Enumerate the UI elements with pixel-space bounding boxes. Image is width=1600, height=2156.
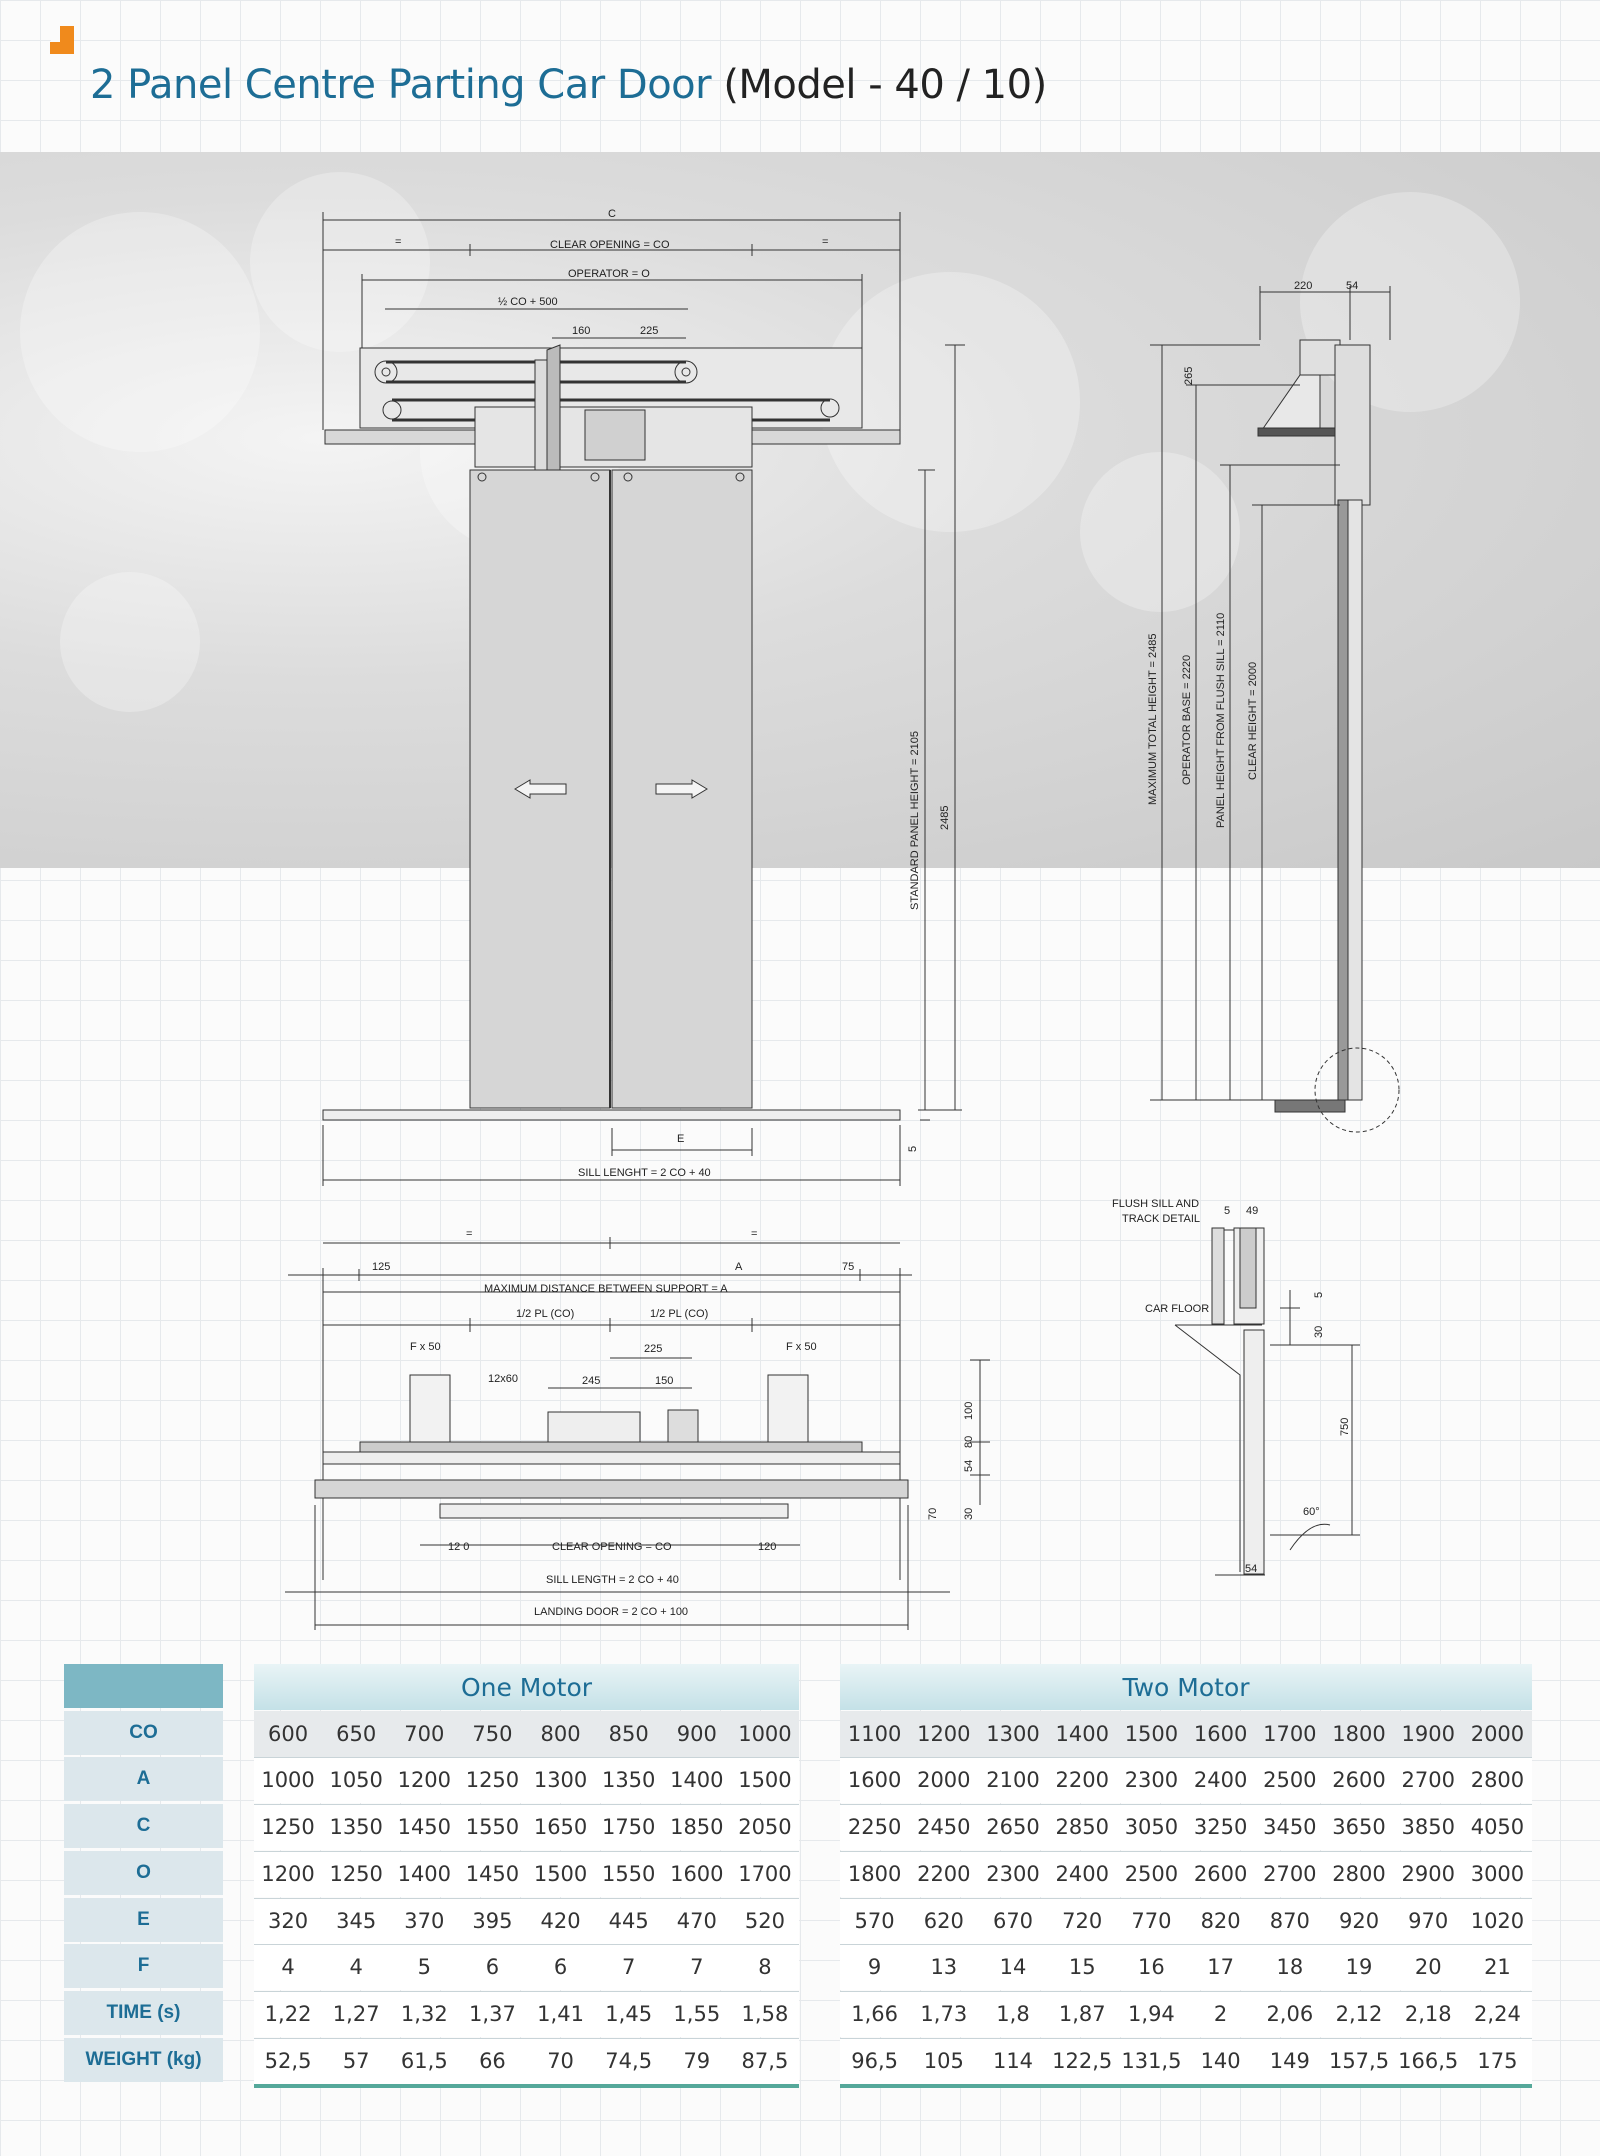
table-cell: 3250 xyxy=(1193,1815,1248,1839)
table-cell: 7 xyxy=(622,1955,636,1979)
table-cell: 2600 xyxy=(1193,1862,1248,1886)
detail-dim-5b: 5 xyxy=(1313,1291,1325,1298)
detail-title-2: TRACK DETAIL xyxy=(1122,1213,1201,1225)
table-row xyxy=(254,1804,799,1850)
plan-dim-54: 54 xyxy=(963,1459,975,1472)
table-cell: 175 xyxy=(1477,2049,1518,2073)
table-row xyxy=(254,1757,799,1803)
table-cell: 1,87 xyxy=(1058,2002,1106,2026)
plan-dim-225: 225 xyxy=(644,1343,663,1355)
one-motor-table xyxy=(254,1664,799,2096)
table-cell: 920 xyxy=(1338,1909,1380,1933)
side-dim-220: 220 xyxy=(1294,280,1313,292)
table-cell: 1300 xyxy=(986,1722,1040,1746)
row-label-a: A xyxy=(64,1757,223,1801)
table-cell: 700 xyxy=(404,1722,445,1746)
table-cell: 1600 xyxy=(1193,1722,1248,1746)
table-cell: 18 xyxy=(1276,1955,1304,1979)
table-row xyxy=(840,1851,1532,1897)
table-cell: 1550 xyxy=(601,1862,656,1886)
row-divider xyxy=(840,1804,1532,1805)
table-cell: 87,5 xyxy=(741,2049,789,2073)
title-model: (Model - 40 / 10) xyxy=(723,62,1047,108)
dim-std-panel-height: STANDARD PANEL HEIGHT = 2105 xyxy=(909,730,921,910)
plan-dim-75: 75 xyxy=(842,1261,855,1273)
row-label-time: TIME (s) xyxy=(64,1991,223,2035)
table-cell: 105 xyxy=(923,2049,964,2073)
table-cell: 2050 xyxy=(738,1815,792,1839)
table-cell: 2650 xyxy=(986,1815,1040,1839)
detail-dim-49: 49 xyxy=(1246,1205,1259,1217)
table-row xyxy=(840,1757,1532,1803)
table-cell: 4050 xyxy=(1470,1815,1525,1839)
plan-dim-120-right: 120 xyxy=(758,1541,777,1553)
table-cell: 1200 xyxy=(397,1768,452,1792)
plan-dim-30: 30 xyxy=(963,1507,975,1520)
table-cell: 2,24 xyxy=(1474,2002,1521,2026)
table-cell: 1700 xyxy=(738,1862,792,1886)
plan-dim-12x60: 12x60 xyxy=(488,1373,518,1385)
dim-2485: 2485 xyxy=(939,805,951,830)
table-cell: 1,58 xyxy=(741,2002,789,2026)
table-cell: 2 xyxy=(1213,2002,1228,2026)
table-cell: 70 xyxy=(547,2049,574,2073)
table-cell: 1,55 xyxy=(673,2002,721,2026)
plan-sill-length: SILL LENGTH = 2 CO + 40 xyxy=(546,1574,679,1586)
plan-max-distance: MAXIMUM DISTANCE BETWEEN SUPPORT = A xyxy=(484,1283,728,1295)
table-bottom-rule xyxy=(254,2084,799,2088)
table-cell: 2100 xyxy=(986,1768,1040,1792)
row-label-f: F xyxy=(64,1944,223,1988)
table-cell: 52,5 xyxy=(264,2049,312,2073)
table-cell: 20 xyxy=(1414,1955,1442,1979)
table-cell: 2300 xyxy=(986,1862,1040,1886)
table-cell: 850 xyxy=(608,1722,649,1746)
table-cell: 1800 xyxy=(1332,1722,1386,1746)
table-cell: 1,32 xyxy=(400,2002,448,2026)
table-cell: 1,8 xyxy=(996,2002,1030,2026)
table-cell: 1500 xyxy=(533,1862,588,1886)
table-cell: 6 xyxy=(485,1955,500,1979)
table-row xyxy=(254,1991,799,2037)
plan-dim-80: 80 xyxy=(963,1435,975,1448)
dim-eq-right: = xyxy=(822,236,829,248)
table-cell: 770 xyxy=(1131,1909,1172,1933)
table-cell: 2500 xyxy=(1124,1862,1179,1886)
table-cell: 670 xyxy=(992,1909,1034,1933)
table-cell: 1700 xyxy=(1263,1722,1317,1746)
table-cell: 1,45 xyxy=(605,2002,653,2026)
table-cell: 1250 xyxy=(329,1862,383,1886)
table-cell: 570 xyxy=(854,1909,895,1933)
table-cell: 7 xyxy=(690,1955,704,1979)
table-cell: 2300 xyxy=(1124,1768,1179,1792)
table-cell: 2800 xyxy=(1332,1862,1386,1886)
table-cell: 620 xyxy=(923,1909,964,1933)
plan-view xyxy=(285,1237,990,1630)
table-cell: 1200 xyxy=(917,1722,971,1746)
table-cell: 2450 xyxy=(917,1815,971,1839)
plan-dim-150: 150 xyxy=(655,1375,674,1387)
table-row xyxy=(254,1944,799,1990)
table-cell: 1400 xyxy=(670,1768,724,1792)
table-cell: 1,94 xyxy=(1128,2002,1175,2026)
table-cell: 1,66 xyxy=(851,2002,898,2026)
table-cell: 370 xyxy=(404,1909,445,1933)
table-cell: 2600 xyxy=(1332,1768,1386,1792)
dim-operator: OPERATOR = O xyxy=(568,268,650,280)
table-cell: 149 xyxy=(1269,2049,1310,2073)
table-row xyxy=(840,1944,1532,1990)
table-cell: 870 xyxy=(1269,1909,1310,1933)
table-cell: 520 xyxy=(744,1909,785,1933)
table-cell: 1400 xyxy=(397,1862,452,1886)
table-cell: 3000 xyxy=(1470,1862,1525,1886)
table-cell: 2000 xyxy=(917,1768,971,1792)
front-elevation xyxy=(323,212,965,1186)
two-motor-title: Two Motor xyxy=(840,1664,1532,1710)
plan-half-pl-right: 1/2 PL (CO) xyxy=(650,1308,709,1320)
row-divider xyxy=(840,1851,1532,1852)
row-divider xyxy=(254,1804,799,1805)
table-row xyxy=(840,1804,1532,1850)
title-main: 2 Panel Centre Parting Car Door xyxy=(90,62,712,108)
table-cell: 61,5 xyxy=(400,2049,448,2073)
table-cell: 1020 xyxy=(1470,1909,1525,1933)
table-cell: 720 xyxy=(1062,1909,1103,1933)
table-cell: 1000 xyxy=(261,1768,315,1792)
table-cell: 13 xyxy=(930,1955,958,1979)
plan-eq-1: = xyxy=(466,1228,473,1240)
row-divider xyxy=(840,1944,1532,1945)
table-cell: 1750 xyxy=(601,1815,656,1839)
table-cell: 345 xyxy=(336,1909,377,1933)
plan-landing-door: LANDING DOOR = 2 CO + 100 xyxy=(534,1606,689,1618)
row-divider xyxy=(840,1898,1532,1899)
detail-dim-5a: 5 xyxy=(1224,1205,1231,1217)
table-cell: 1,37 xyxy=(469,2002,516,2026)
dim-160: 160 xyxy=(572,325,591,337)
table-cell: 2,06 xyxy=(1266,2002,1314,2026)
table-cell: 3850 xyxy=(1401,1815,1455,1839)
table-cell: 19 xyxy=(1345,1955,1373,1979)
table-cell: 1450 xyxy=(465,1862,520,1886)
table-cell: 1050 xyxy=(329,1768,383,1792)
table-cell: 1450 xyxy=(397,1815,452,1839)
table-bottom-rule xyxy=(840,2084,1532,2088)
table-cell: 1600 xyxy=(847,1768,902,1792)
table-cell: 2200 xyxy=(1055,1768,1109,1792)
table-cell: 166,5 xyxy=(1398,2049,1459,2073)
table-cell: 420 xyxy=(540,1909,581,1933)
table-cell: 74,5 xyxy=(605,2049,653,2073)
dim-half-co: ½ CO + 500 xyxy=(498,296,558,308)
table-row xyxy=(840,1898,1532,1944)
table-cell: 1250 xyxy=(465,1768,520,1792)
dim-225: 225 xyxy=(640,325,659,337)
table-cell: 970 xyxy=(1408,1909,1449,1933)
table-cell: 2400 xyxy=(1055,1862,1109,1886)
table-cell: 2400 xyxy=(1193,1768,1248,1792)
table-cell: 1250 xyxy=(261,1815,315,1839)
side-panel-height: PANEL HEIGHT FROM FLUSH SILL = 2110 xyxy=(1215,612,1227,828)
table-cell: 2,12 xyxy=(1335,2002,1383,2026)
table-cell: 16 xyxy=(1138,1955,1165,1979)
table-cell: 1550 xyxy=(465,1815,520,1839)
table-cell: 6 xyxy=(553,1955,568,1979)
detail-dim-30: 30 xyxy=(1313,1325,1325,1338)
table-cell: 1,41 xyxy=(537,2002,584,2026)
dim-c: C xyxy=(608,208,616,220)
table-cell: 17 xyxy=(1207,1955,1234,1979)
table-cell: 2500 xyxy=(1263,1768,1317,1792)
detail-dim-60: 60° xyxy=(1303,1506,1320,1518)
table-row xyxy=(840,2038,1532,2084)
row-divider xyxy=(840,2038,1532,2039)
table-cell: 3050 xyxy=(1124,1815,1179,1839)
table-cell: 1,73 xyxy=(920,2002,968,2026)
table-row xyxy=(254,1898,799,1944)
table-cell: 1400 xyxy=(1055,1722,1109,1746)
side-dim-265: 265 xyxy=(1183,366,1195,385)
table-cell: 3650 xyxy=(1332,1815,1386,1839)
table-cell: 2850 xyxy=(1055,1815,1109,1839)
table-cell: 96,5 xyxy=(851,2049,898,2073)
table-row xyxy=(840,1991,1532,2037)
dim-eq-left: = xyxy=(395,236,402,248)
table-cell: 1850 xyxy=(670,1815,724,1839)
table-cell: 1900 xyxy=(1401,1722,1455,1746)
table-cell: 66 xyxy=(479,2049,506,2073)
plan-dim-100: 100 xyxy=(963,1401,975,1420)
table-cell: 4 xyxy=(281,1955,295,1979)
side-dim-54: 54 xyxy=(1346,280,1359,292)
table-cell: 15 xyxy=(1068,1955,1096,1979)
side-max-total-height: MAXIMUM TOTAL HEIGHT = 2485 xyxy=(1147,633,1159,805)
table-cell: 2000 xyxy=(1470,1722,1525,1746)
dim-sill-length: SILL LENGHT = 2 CO + 40 xyxy=(578,1167,711,1179)
table-cell: 1100 xyxy=(847,1722,902,1746)
row-label-co: CO xyxy=(64,1711,223,1755)
table-cell: 1650 xyxy=(533,1815,588,1839)
table-cell: 1800 xyxy=(847,1862,902,1886)
row-label-e: E xyxy=(64,1898,223,1942)
table-cell: 8 xyxy=(758,1955,772,1979)
dim-e: E xyxy=(677,1133,685,1145)
row-label-o: O xyxy=(64,1851,223,1895)
table-row xyxy=(254,2038,799,2084)
table-cell: 470 xyxy=(676,1909,717,1933)
row-divider xyxy=(254,1944,799,1945)
plan-fx50-left: F x 50 xyxy=(410,1341,441,1353)
table-cell: 2900 xyxy=(1401,1862,1455,1886)
table-cell: 445 xyxy=(608,1909,649,1933)
detail-car-floor: CAR FLOOR xyxy=(1145,1303,1210,1315)
table-row xyxy=(254,1711,799,1757)
table-cell: 79 xyxy=(683,2049,711,2073)
table-cell: 5 xyxy=(417,1955,431,1979)
table-cell: 1350 xyxy=(601,1768,656,1792)
dim-5: 5 xyxy=(907,1145,919,1152)
table-cell: 131,5 xyxy=(1121,2049,1182,2073)
table-cell: 14 xyxy=(999,1955,1027,1979)
table-cell: 157,5 xyxy=(1328,2049,1390,2073)
table-cell: 650 xyxy=(336,1722,377,1746)
one-motor-title: One Motor xyxy=(254,1664,799,1710)
row-divider xyxy=(840,1757,1532,1758)
plan-dim-70: 70 xyxy=(927,1507,939,1520)
row-divider xyxy=(254,1757,799,1758)
table-cell: 1000 xyxy=(738,1722,792,1746)
two-motor-table xyxy=(840,1664,1532,2096)
plan-dim-125: 125 xyxy=(372,1261,391,1273)
row-divider xyxy=(254,1898,799,1899)
table-corner-header xyxy=(64,1664,223,1708)
row-label-c: C xyxy=(64,1804,223,1848)
plan-half-pl-left: 1/2 PL (CO) xyxy=(516,1308,575,1320)
table-cell: 1500 xyxy=(738,1768,792,1792)
table-cell: 600 xyxy=(268,1722,309,1746)
table-cell: 1,22 xyxy=(264,2002,312,2026)
table-cell: 320 xyxy=(268,1909,309,1933)
row-divider xyxy=(254,2038,799,2039)
table-cell: 3450 xyxy=(1263,1815,1317,1839)
table-cell: 122,5 xyxy=(1052,2049,1113,2073)
table-cell: 800 xyxy=(540,1722,581,1746)
row-divider xyxy=(254,1851,799,1852)
table-cell: 2700 xyxy=(1401,1768,1455,1792)
detail-dim-750: 750 xyxy=(1339,1417,1351,1436)
plan-eq-2: = xyxy=(751,1228,758,1240)
plan-dim-120-left: 12 0 xyxy=(448,1541,470,1553)
table-cell: 2,18 xyxy=(1404,2002,1452,2026)
side-clear-height: CLEAR HEIGHT = 2000 xyxy=(1247,661,1259,780)
table-cell: 900 xyxy=(676,1722,717,1746)
table-cell: 1200 xyxy=(261,1862,315,1886)
row-divider xyxy=(840,1991,1532,1992)
table-cell: 4 xyxy=(349,1955,363,1979)
table-cell: 2700 xyxy=(1263,1862,1317,1886)
dim-clear-opening: CLEAR OPENING = CO xyxy=(550,239,670,251)
table-cell: 2200 xyxy=(917,1862,971,1886)
sill-detail xyxy=(1175,1228,1360,1575)
row-divider xyxy=(254,1991,799,1992)
table-cell: 395 xyxy=(472,1909,513,1933)
table-cell: 140 xyxy=(1200,2049,1241,2073)
table-cell: 1600 xyxy=(670,1862,724,1886)
table-cell: 2250 xyxy=(847,1815,902,1839)
table-cell: 2800 xyxy=(1470,1768,1525,1792)
table-cell: 1500 xyxy=(1124,1722,1179,1746)
table-cell: 1300 xyxy=(533,1768,588,1792)
table-cell: 750 xyxy=(472,1722,513,1746)
plan-dim-a: A xyxy=(735,1261,743,1273)
plan-fx50-right: F x 50 xyxy=(786,1341,817,1353)
table-cell: 21 xyxy=(1484,1955,1511,1979)
table-cell: 820 xyxy=(1200,1909,1241,1933)
table-cell: 1350 xyxy=(329,1815,383,1839)
row-label-weight: WEIGHT (kg) xyxy=(64,2038,223,2082)
detail-dim-54: 54 xyxy=(1245,1563,1258,1575)
table-cell: 57 xyxy=(342,2049,370,2073)
table-row xyxy=(840,1711,1532,1757)
table-cell: 1,27 xyxy=(332,2002,380,2026)
detail-title-1: FLUSH SILL AND xyxy=(1112,1198,1200,1210)
side-operator-base: OPERATOR BASE = 2220 xyxy=(1181,654,1193,785)
plan-clear-opening: CLEAR OPENING = CO xyxy=(552,1541,672,1553)
table-cell: 9 xyxy=(867,1955,882,1979)
table-cell: 114 xyxy=(992,2049,1034,2073)
table-row xyxy=(254,1851,799,1897)
plan-dim-245: 245 xyxy=(582,1375,601,1387)
